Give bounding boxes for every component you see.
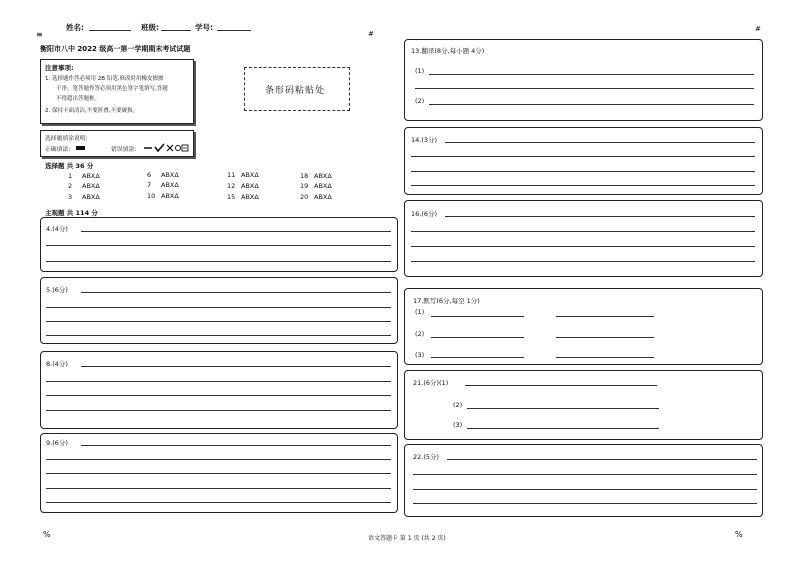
fill-guide-title: 选择题填涂说明: [45, 136, 88, 142]
sub-question-label: (3) [415, 351, 425, 359]
answer-line[interactable] [411, 171, 755, 172]
question-label: 13.翻译(8分,每小题 4分) [411, 47, 485, 55]
corner-mark-top-right: # [755, 25, 761, 33]
answer-line[interactable] [413, 489, 757, 490]
answer-line[interactable] [429, 104, 754, 105]
answer-line[interactable] [411, 231, 755, 232]
sub-question-label: (1) [415, 67, 425, 75]
answer-line[interactable] [81, 445, 391, 446]
question-label: 9.(6分) [46, 439, 68, 447]
barcode-label: 条形码粘贴处 [265, 86, 326, 96]
answer-line[interactable] [556, 316, 654, 317]
mcq-item[interactable]: 6 ABXΔ [147, 171, 179, 179]
answer-line[interactable] [46, 502, 391, 503]
answer-line[interactable] [431, 357, 524, 358]
mcq-item[interactable]: 11 ABXΔ [227, 171, 259, 179]
answer-line[interactable] [46, 321, 391, 322]
class-label: 班级: [141, 23, 159, 32]
answer-line[interactable] [413, 474, 757, 475]
answer-line[interactable] [411, 185, 755, 186]
subjective-heading: 主观题 共 114 分 [45, 209, 98, 217]
mcq-item[interactable]: 19 ABXΔ [300, 182, 332, 190]
question-label: 21.(6分)(1) [413, 379, 449, 387]
mcq-heading: 选择题 共 36 分 [45, 162, 94, 170]
answer-line[interactable] [46, 307, 391, 308]
exam-title: 衡阳市八中 2022 级高一第一学期期末考试试题 [40, 45, 191, 53]
answer-line[interactable] [81, 231, 391, 232]
notice-item: 1. 选择题作答必须用 2B 铅笔,修改时用橡皮擦擦 [45, 76, 164, 82]
answer-box-q17 [404, 288, 763, 365]
question-label: 22.(5分) [413, 453, 440, 461]
id-label: 学号: [195, 23, 213, 32]
barcode-area [244, 67, 350, 111]
answer-box-q14 [404, 127, 763, 195]
answer-line[interactable] [411, 246, 755, 247]
mcq-item[interactable]: 1 ABXΔ [68, 172, 100, 180]
sub-question-label: (2) [415, 330, 425, 338]
page-footer-text: 语文答题卡 第 1 页 (共 2 页) [368, 535, 446, 542]
answer-line[interactable] [429, 74, 754, 75]
answer-line[interactable] [465, 385, 657, 386]
answer-line[interactable] [467, 428, 659, 429]
answer-box-q8 [40, 351, 398, 429]
question-label: 17.默写(6分,每空 1分) [413, 297, 480, 305]
mcq-item[interactable]: 20 ABXΔ [300, 193, 332, 201]
question-label: 5.(6分) [46, 286, 68, 294]
mcq-item[interactable]: 12 ABXΔ [227, 182, 259, 190]
question-label: 8.(4分) [46, 360, 68, 368]
question-label: 16.(6分) [411, 210, 438, 218]
answer-line[interactable] [411, 261, 755, 262]
answer-box-q16 [404, 200, 763, 277]
corner-mark-bottom-left: % [43, 530, 51, 539]
mcq-item[interactable]: 10 ABXΔ [147, 192, 179, 200]
answer-line[interactable] [431, 337, 524, 338]
answer-line[interactable] [46, 381, 391, 382]
answer-line[interactable] [556, 337, 654, 338]
corner-mark-top-center: # [368, 30, 374, 38]
mcq-item[interactable]: 2 ABXΔ [68, 182, 100, 190]
answer-box-q13 [404, 39, 763, 121]
answer-line[interactable] [413, 503, 757, 504]
notice-title: 注意事项: [45, 64, 74, 72]
answer-line[interactable] [431, 316, 524, 317]
name-label: 姓名: [66, 23, 84, 32]
corner-mark-bottom-right: % [735, 530, 743, 539]
answer-line[interactable] [46, 261, 391, 262]
answer-line[interactable] [415, 88, 754, 89]
answer-box-q21 [404, 370, 763, 440]
sub-question-label: (1) [415, 308, 425, 316]
answer-box-q4 [40, 217, 398, 272]
wrong-fill-label: 错误填涂: [111, 147, 137, 153]
answer-line[interactable] [467, 408, 659, 409]
sub-question-label: (2) [453, 401, 463, 409]
wrong-fill-samples-icon [143, 143, 189, 152]
answer-line[interactable] [447, 459, 757, 460]
notice-item: 2. 保持卡面清洁,不要折叠,不要破损。 [45, 108, 138, 114]
answer-line[interactable] [411, 156, 755, 157]
correct-fill-sample [76, 146, 85, 150]
notice-box [40, 59, 194, 124]
answer-box-q9 [40, 433, 398, 513]
answer-line[interactable] [46, 473, 391, 474]
corner-mark-top-left: ≡ [36, 30, 43, 39]
answer-line[interactable] [556, 357, 654, 358]
answer-box-q5 [40, 277, 398, 344]
answer-line[interactable] [46, 395, 391, 396]
correct-fill-label: 正确填涂: [45, 147, 71, 153]
name-field[interactable] [89, 30, 131, 31]
class-field[interactable] [161, 30, 191, 31]
mcq-item[interactable]: 18 ABXΔ [300, 172, 332, 180]
mcq-item[interactable]: 15 ABXΔ [227, 193, 259, 201]
question-label: 4.(4分) [46, 225, 68, 233]
answer-line[interactable] [46, 488, 391, 489]
answer-box-q22 [404, 444, 763, 517]
answer-line[interactable] [46, 335, 391, 336]
answer-line[interactable] [81, 366, 391, 367]
id-field[interactable] [217, 30, 251, 31]
question-label: 14.(3分) [411, 136, 438, 144]
sub-question-label: (2) [415, 97, 425, 105]
notice-item: 干净。笔答题作答必须用黑色签字笔填写,答题 [56, 86, 168, 92]
answer-line[interactable] [46, 245, 391, 246]
fill-guide-box [40, 130, 194, 157]
answer-line[interactable] [46, 410, 391, 411]
answer-line[interactable] [46, 459, 391, 460]
mcq-item[interactable]: 3 ABXΔ [68, 193, 100, 201]
answer-line[interactable] [81, 292, 391, 293]
notice-item: 不得超出答题框。 [56, 96, 101, 102]
sub-question-label: (3) [453, 421, 463, 429]
mcq-item[interactable]: 7 ABXΔ [147, 181, 179, 189]
answer-line[interactable] [445, 216, 755, 217]
answer-line[interactable] [445, 142, 755, 143]
